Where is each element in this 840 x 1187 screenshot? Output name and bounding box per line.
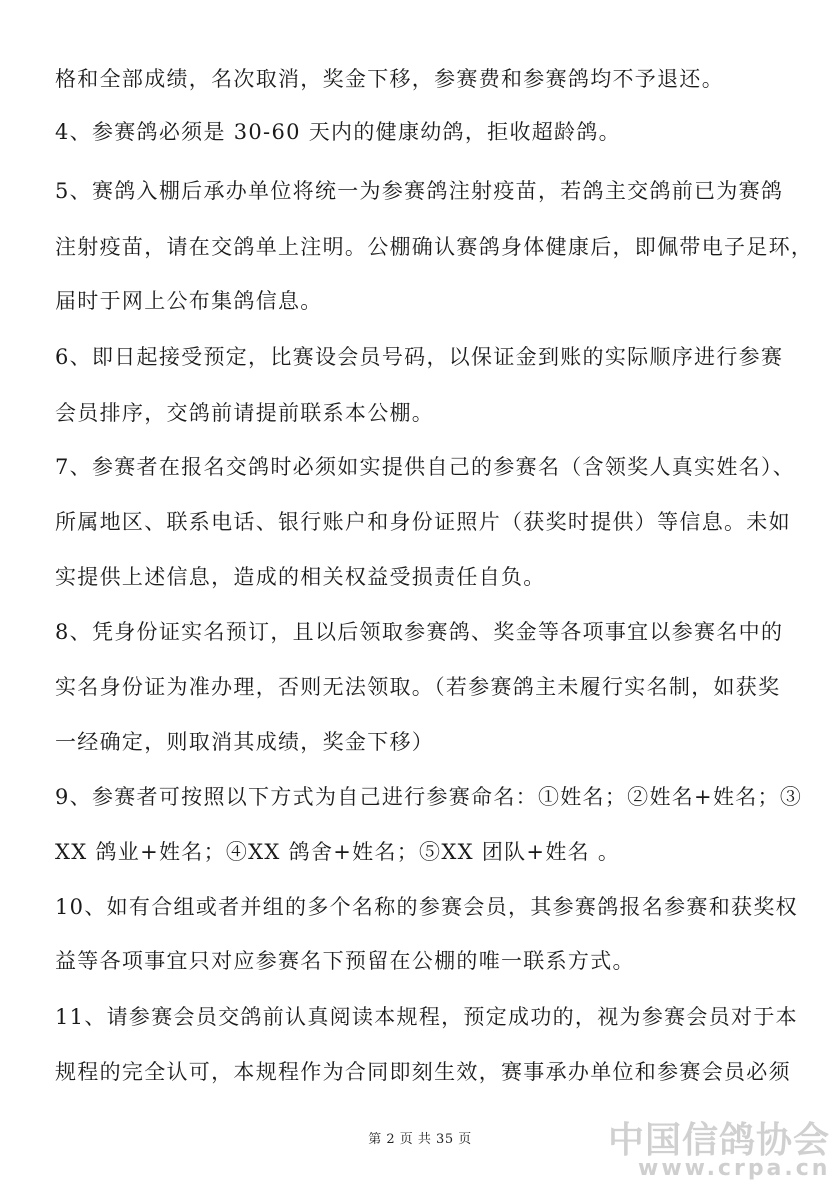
text-line: 11、请参赛会员交鸽前认真阅读本规程，预定成功的，视为参赛会员对于本 — [55, 1005, 798, 1029]
text-line: 5、赛鸽入棚后承办单位将统一为参赛鸽注射疫苗，若鸽主交鸽前已为赛鸽 — [55, 179, 784, 203]
watermark — [608, 1112, 833, 1184]
text-line: 8、凭身份证实名预订，且以后领取参赛鸽、奖金等各项事宜以参赛名中的 — [55, 620, 784, 644]
text-line: 一经确定，则取消其成绩，奖金下移） — [55, 730, 435, 754]
text-line: 届时于网上公布集鸽信息。 — [55, 289, 323, 313]
text-line: 规程的完全认可，本规程作为合同即刻生效，赛事承办单位和参赛会员必须 — [55, 1060, 791, 1084]
text-line: XX 鸽业+姓名；④XX 鸽舍+姓名；⑤XX 团队+姓名 。 — [55, 840, 621, 864]
text-line: 益等各项事宜只对应参赛名下预留在公棚的唯一联系方式。 — [55, 949, 635, 973]
text-line: 实名身份证为准办理，否则无法领取。（若参赛鸽主未履行实名制，如获奖 — [55, 675, 781, 699]
text-line: 实提供上述信息，造成的相关权益受损责任自负。 — [55, 565, 546, 589]
text-line: 会员排序，交鸽前请提前联系本公棚。 — [55, 401, 435, 425]
text-line: 7、参赛者在报名交鸽时必须如实提供自己的参赛名（含领奖人真实姓名）、 — [55, 455, 796, 479]
watermark-url: www.crpa.cn — [638, 1156, 831, 1181]
text-line: 注射疫苗，请在交鸽单上注明。公棚确认赛鸽身体健康后，即佩带电子足环， — [55, 235, 814, 259]
text-line: 4、参赛鸽必须是 30-60 天内的健康幼鸽，拒收超龄鸽。 — [55, 120, 621, 144]
text-line: 10、如有合组或者并组的多个名称的参赛会员，其参赛鸽报名参赛和获奖权 — [55, 895, 798, 919]
text-line: 6、即日起接受预定，比赛设会员号码，以保证金到账的实际顺序进行参赛 — [55, 345, 784, 369]
watermark-title: 中国信鸽协会 — [608, 1120, 831, 1161]
text-line: 9、参赛者可按照以下方式为自己进行参赛命名：①姓名；②姓名+姓名；③ — [55, 785, 803, 809]
text-line: 所属地区、联系电话、银行账户和身份证照片（获奖时提供）等信息。未如 — [55, 510, 791, 534]
text-line: 格和全部成绩，名次取消，奖金下移，参赛费和参赛鸽均不予退还。 — [55, 67, 724, 91]
page-number-footer: 第 2 页 共 35 页 — [368, 1132, 472, 1147]
